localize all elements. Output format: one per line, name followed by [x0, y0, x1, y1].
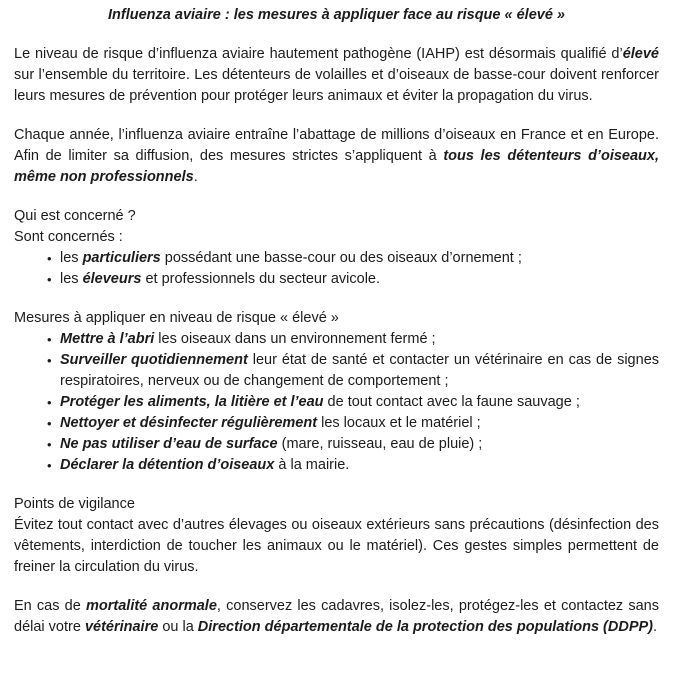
bullet-item — [14, 248, 659, 269]
bullet-item — [14, 392, 659, 413]
emphasis-text: Influenza aviaire : les mesures à appliquer face au risque « élevé » — [108, 7, 565, 23]
emphasis-text: mortalité anormale — [86, 598, 217, 614]
concerned-intro-line — [14, 227, 659, 248]
text-segment: sur l’ensemble du territoire. Les détenteurs de volailles et d’oiseaux de basse-cour doivent renforcer leurs mesures de prévention pour protéger leurs animaux et éviter la propagation du virus. — [14, 67, 659, 104]
text-segment: de tout contact avec la faune sauvage ; — [323, 394, 580, 410]
emphasis-text: Ne pas utiliser d’eau de surface — [60, 436, 278, 452]
emphasis-text: Mettre à l’abri — [60, 331, 155, 347]
text-segment: et professionnels du secteur avicole. — [141, 271, 381, 287]
text-segment: les — [60, 250, 83, 266]
emphasis-text: Direction départementale de la protection des populations (DDPP) — [197, 619, 654, 635]
text-segment: les locaux et le matériel ; — [317, 415, 481, 431]
bullet-item — [14, 455, 659, 476]
context-paragraph — [14, 125, 659, 188]
text-segment: Mesures à appliquer en niveau de risque « élevé » — [14, 310, 339, 326]
mortality-paragraph — [14, 596, 659, 638]
emphasis-text: Nettoyer et désinfecter régulièrement — [60, 415, 318, 431]
text-segment: En cas de — [14, 598, 86, 614]
text-segment: possédant une basse-cour ou des oiseaux d’ornement ; — [160, 250, 522, 266]
emphasis-text: élevé — [622, 46, 659, 62]
text-segment: Chaque année, l’influenza aviaire entraîne l’abattage de millions d’oiseaux en France et en Europe. Afin de limiter sa diffusion, des mesures strictes s’appliquent à — [14, 127, 659, 164]
text-segment: à la mairie. — [274, 457, 350, 473]
text-segment: Sont concernés : — [14, 229, 123, 245]
measures-list — [14, 329, 659, 476]
emphasis-text: éleveurs — [82, 271, 142, 287]
text-segment: Qui est concerné ? — [14, 208, 136, 224]
bullet-item — [14, 329, 659, 350]
bullet-item — [14, 350, 659, 392]
emphasis-text: Déclarer la détention d’oiseaux — [60, 457, 275, 473]
text-segment: (mare, ruisseau, eau de pluie) ; — [277, 436, 483, 452]
text-segment: Le niveau de risque d’influenza aviaire hautement pathogène (IAHP) est désormais qualifié d’ — [14, 46, 623, 62]
text-segment: ou la — [158, 619, 198, 635]
emphasis-text: Protéger les aliments, la litière et l’eau — [60, 394, 324, 410]
bullet-item — [14, 434, 659, 455]
blank-line — [14, 578, 659, 596]
concerned-list — [14, 248, 659, 290]
text-segment: leur état de santé et contacter un vétérinaire en cas de signes respiratoires, nerveux ou de changement de comportement ; — [60, 352, 660, 389]
measures-heading — [14, 308, 659, 329]
emphasis-text: particuliers — [82, 250, 161, 266]
intro-paragraph — [14, 44, 659, 107]
blank-line — [14, 290, 659, 308]
vigilance-paragraph — [14, 515, 659, 578]
emphasis-text: tous les détenteurs d’oiseaux, même non professionnels — [14, 148, 659, 185]
who-concerned-heading — [14, 206, 659, 227]
text-segment: , conservez les cadavres, isolez-les, protégez-les et contactez sans délai votre — [14, 598, 659, 635]
blank-line — [14, 188, 659, 206]
text-segment: . — [193, 169, 198, 185]
text-segment: les oiseaux dans un environnement fermé ; — [154, 331, 436, 347]
vigilance-heading — [14, 494, 659, 515]
text-segment: Évitez tout contact avec d’autres élevages ou oiseaux extérieurs sans précautions (désinfection des vêtements, interdiction de toucher les animaux ou le matériel). Ces gestes simples permettent de freiner la circulation du virus. — [14, 517, 659, 575]
bullet-item — [14, 269, 659, 290]
blank-line — [14, 107, 659, 125]
blank-line — [14, 476, 659, 494]
text-segment: Points de vigilance — [14, 496, 135, 512]
emphasis-text: vétérinaire — [84, 619, 159, 635]
document-title — [14, 5, 659, 26]
blank-line — [14, 26, 659, 44]
text-segment: . — [653, 619, 658, 635]
bullet-item — [14, 413, 659, 434]
text-segment: les — [60, 271, 83, 287]
emphasis-text: Surveiller quotidiennement — [60, 352, 248, 368]
